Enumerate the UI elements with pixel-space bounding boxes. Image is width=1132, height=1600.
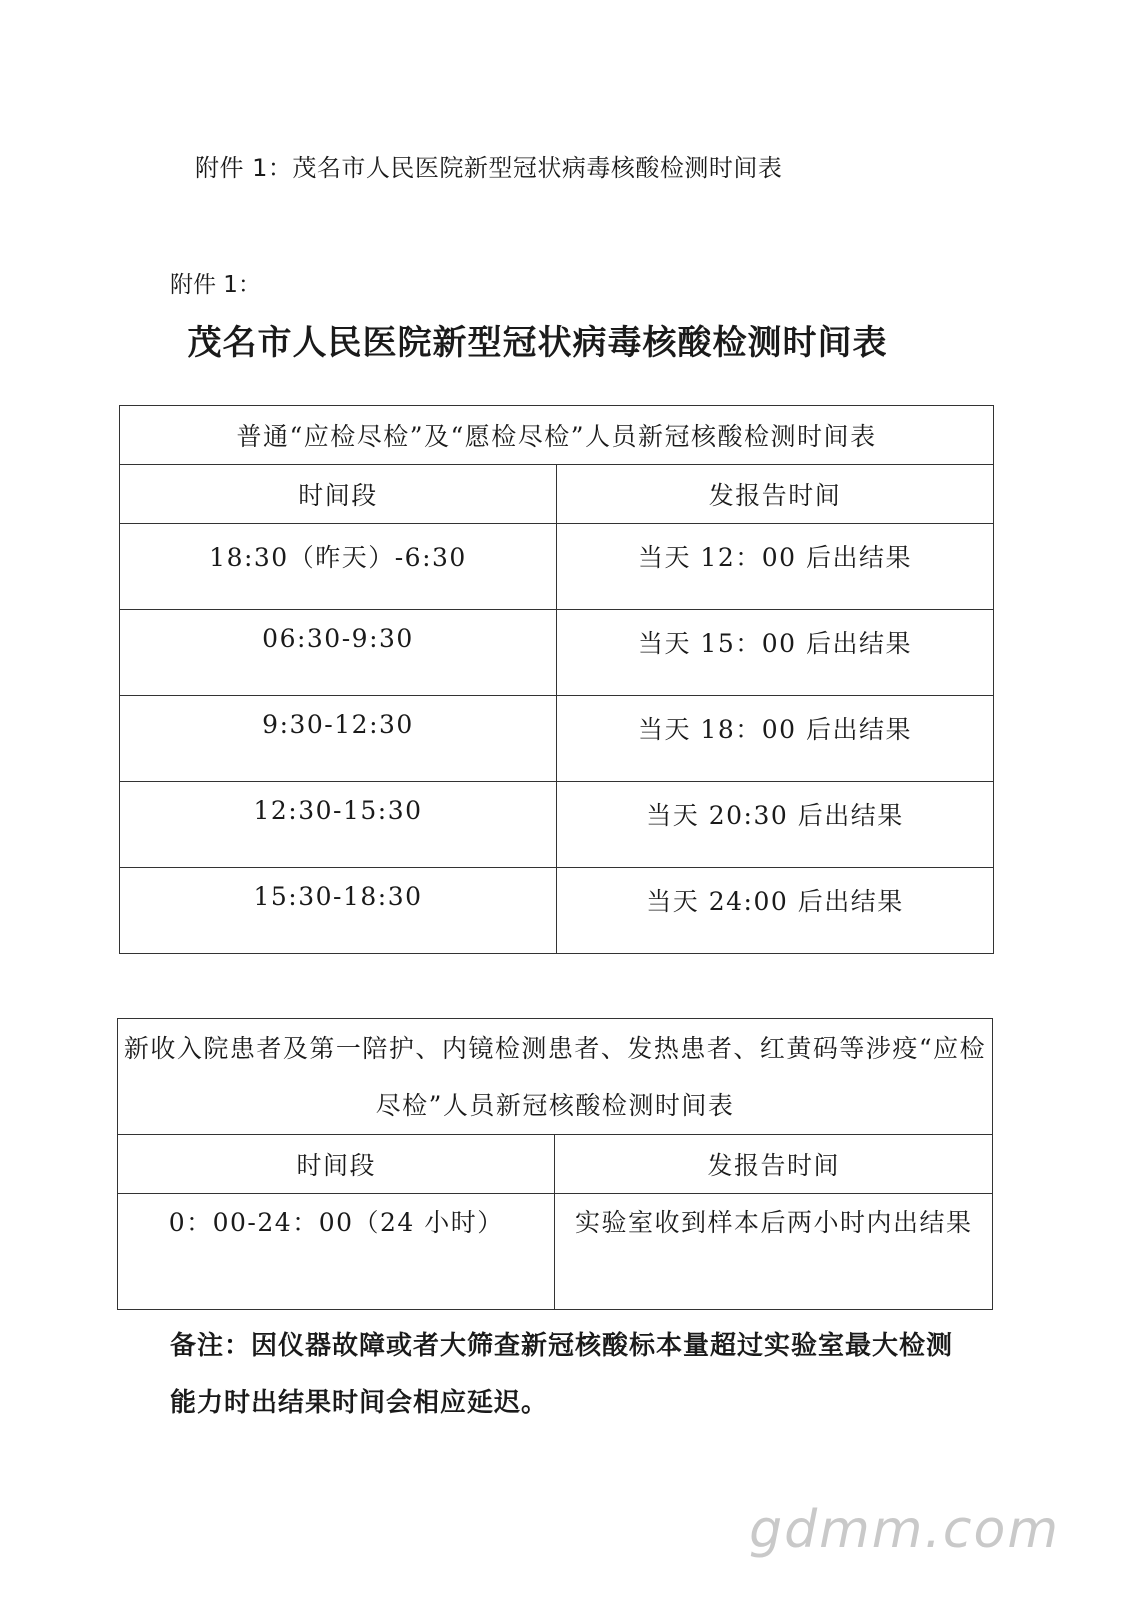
cell-report-time: 当天 18：00 后出结果 [557, 696, 994, 782]
column-header-report-time: 发报告时间 [557, 465, 994, 524]
table-row [120, 782, 994, 868]
table-row [120, 696, 994, 782]
column-header-time-period: 时间段 [120, 465, 557, 524]
cell-time-period: 9:30-12:30 [120, 696, 557, 782]
cell-time-period: 18:30（昨天）-6:30 [120, 524, 557, 610]
cell-report-time: 当天 24:00 后出结果 [557, 868, 994, 954]
cell-time-period: 0：00-24：00（24 小时） [118, 1194, 555, 1310]
header-line: 附件 1：茂名市人民医院新型冠状病毒核酸检测时间表 [195, 154, 783, 182]
cell-report-time: 实验室收到样本后两小时内出结果 [555, 1194, 993, 1310]
schedule-table-regular [119, 405, 994, 954]
cell-time-period: 12:30-15:30 [120, 782, 557, 868]
column-header-report-time: 发报告时间 [555, 1135, 993, 1194]
table-caption: 新收入院患者及第一陪护、内镜检测患者、发热患者、红黄码等涉疫“应检尽检”人员新冠核酸检测时间表 [118, 1019, 993, 1135]
column-header-time-period: 时间段 [118, 1135, 555, 1194]
attachment-label: 附件 1： [170, 272, 261, 298]
cell-report-time: 当天 12：00 后出结果 [557, 524, 994, 610]
table-row [118, 1194, 993, 1310]
table-row [120, 868, 994, 954]
site-watermark: gdmm.com [749, 1500, 1060, 1560]
table-row [120, 610, 994, 696]
remark-note: 备注：因仪器故障或者大筛查新冠核酸标本量超过实验室最大检测能力时出结果时间会相应延迟。 [170, 1331, 954, 1418]
schedule-table-priority [117, 1018, 993, 1310]
document-title: 茂名市人民医院新型冠状病毒核酸检测时间表 [187, 323, 888, 363]
cell-time-period: 15:30-18:30 [120, 868, 557, 954]
cell-report-time: 当天 20:30 后出结果 [557, 782, 994, 868]
cell-report-time: 当天 15：00 后出结果 [557, 610, 994, 696]
cell-time-period: 06:30-9:30 [120, 610, 557, 696]
table-row [120, 524, 994, 610]
table-caption: 普通“应检尽检”及“愿检尽检”人员新冠核酸检测时间表 [120, 406, 994, 465]
